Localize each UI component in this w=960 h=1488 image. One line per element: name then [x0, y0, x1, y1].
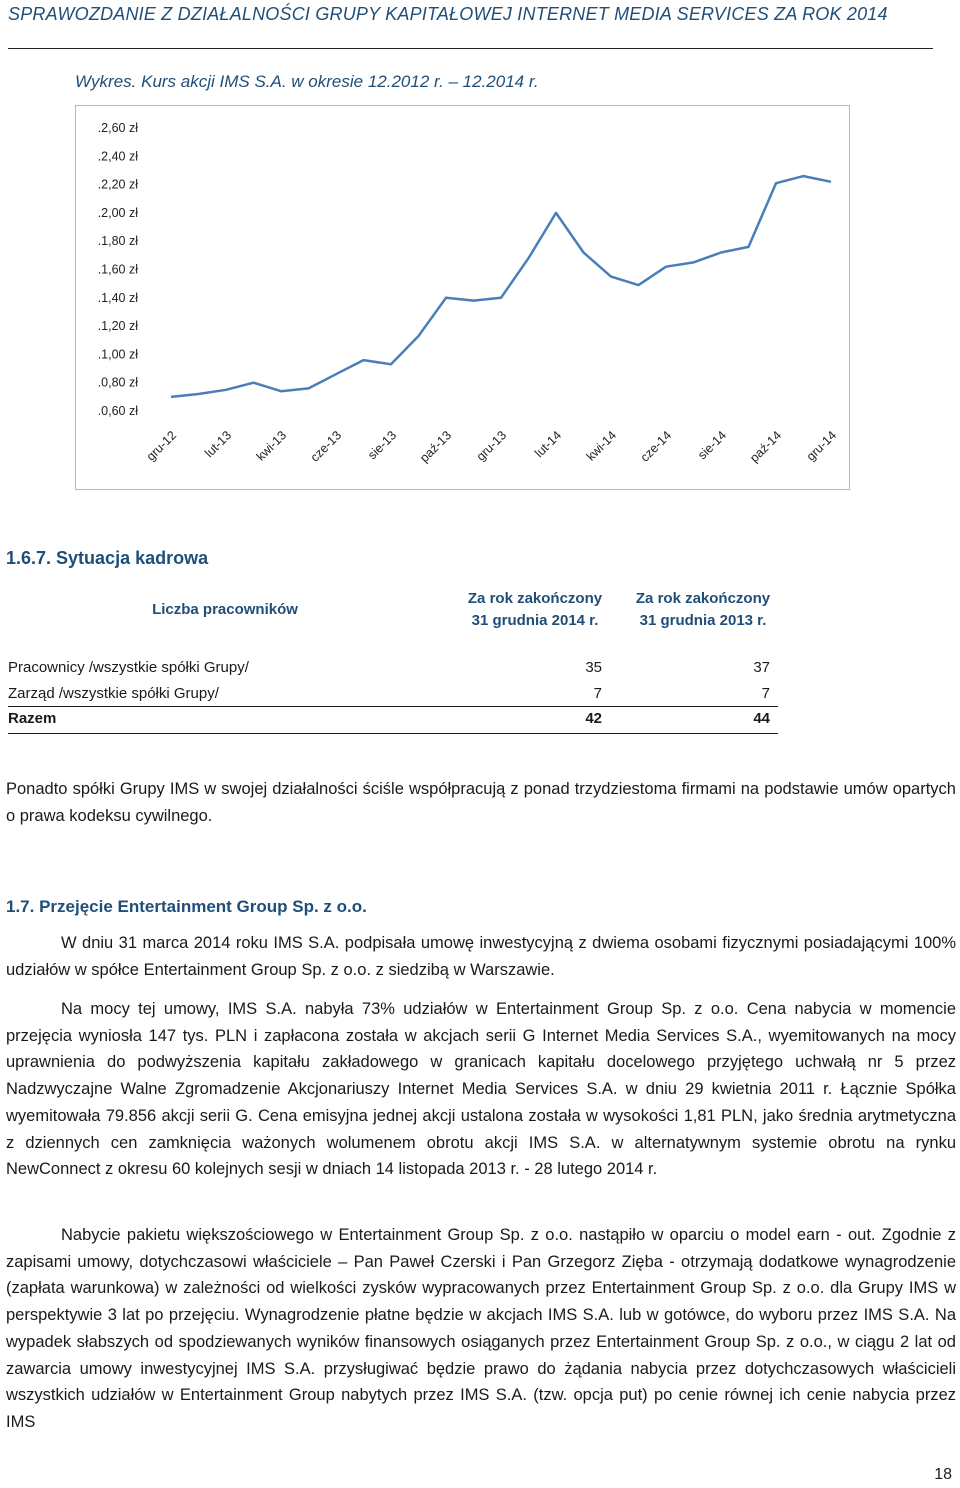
table-row-value-2014: 35: [585, 659, 602, 676]
x-tick-label: kwi-13: [253, 428, 290, 464]
paragraph-acquisition-terms: Na mocy tej umowy, IMS S.A. nabyła 73% udziałów w Entertainment Group Sp. z o.o. Cena nabycia w momencie przejęcia wyniosła 147 tys. PLN i zapłacona została w akcjach serii G Internet Media Services S.A., wyemitowanych na mocy uprawnienia do podwyższenia kapitału zakładowego w granicach kapitału docelowego przyjętego uchwałą nr 5 przez Nadzwyczajne Walne Zgromadzenie Akcjonariuszy Internet Media Services S.A. w dniu 29 kwietnia 2011 r. Łącznie Spółka wyemitowała 79.856 akcji serii G. Cena emisyjna jednej akcji ustalona została w wysokości 1,81 PLN, jako średnia arytmetyczna z dziennych cen zamknięcia ważonych wolumenem obrotu akcji IMS S.A. w alternatywnym systemie obrotu na rynku NewConnect z okresu 60 kolejnych sesji w dniach 14 listopada 2013 r. - 28 lutego 2014 r.: [6, 1000, 956, 1179]
x-tick-label: gru-13: [473, 428, 510, 464]
y-tick-label: .2,60 zł: [97, 121, 138, 135]
x-tick-label: kwi-14: [583, 428, 620, 464]
y-tick-label: .1,20 zł: [97, 319, 138, 334]
x-tick-label: paź-13: [417, 428, 455, 466]
table-header-2014: [450, 588, 620, 632]
table-header-2013-line2: 31 grudnia 2013 r.: [639, 612, 767, 629]
page-number: 18: [934, 1466, 952, 1483]
table-total-rule: [8, 706, 778, 707]
x-tick-label: gru-12: [143, 428, 180, 464]
table-total-label: Razem: [8, 710, 57, 727]
table-row-value-2013: 7: [761, 685, 770, 702]
share-price-chart: [75, 105, 850, 490]
paragraph-agreement: W dniu 31 marca 2014 roku IMS S.A. podpisała umowę inwestycyjną z dwiema osobami fizycznymi posiadającymi 100% udziałów w spółce Entertainment Group Sp. z o.o. z siedzibą w Warszawie.: [6, 934, 956, 979]
header-divider: [8, 48, 933, 49]
table-bottom-rule: [8, 733, 778, 734]
table-row-label: Zarząd /wszystkie spółki Grupy/: [8, 685, 219, 702]
x-tick-label: paź-14: [747, 428, 785, 466]
y-tick-label: .1,60 zł: [97, 262, 138, 277]
paragraph-cooperation: Ponadto spółki Grupy IMS w swojej działalności ściśle współpracują z ponad trzydziestoma firmami na podstawie umów opartych o prawa kodeksu cywilnego.: [6, 780, 956, 825]
table-row-value-2013: 37: [753, 659, 770, 676]
y-tick-label: .0,60 zł: [97, 404, 138, 418]
document-header: SPRAWOZDANIE Z DZIAŁALNOŚCI GRUPY KAPITAŁOWEJ INTERNET MEDIA SERVICES ZA ROK 2014: [8, 4, 888, 24]
table-header-2014-line2: 31 grudnia 2014 r.: [471, 612, 599, 629]
table-total-2013: 44: [753, 710, 770, 727]
x-tick-label: cze-13: [307, 428, 345, 465]
price-series-line: [171, 176, 831, 397]
table-total-2014: 42: [585, 710, 602, 727]
chart-caption: Wykres. Kurs akcji IMS S.A. w okresie 12.2012 r. – 12.2014 r.: [75, 72, 539, 91]
table-header-2014-line1: Za rok zakończony: [467, 590, 603, 607]
x-tick-label: lut-13: [202, 428, 235, 461]
table-header-label: Liczba pracowników: [152, 601, 298, 618]
x-tick-label: lut-14: [532, 428, 565, 461]
table-header-2013-line1: Za rok zakończony: [635, 590, 771, 607]
x-tick-label: gru-14: [803, 428, 840, 464]
y-tick-label: .2,00 zł: [97, 205, 138, 220]
y-tick-label: .1,00 zł: [97, 347, 138, 362]
section-heading-acquisition: 1.7. Przejęcie Entertainment Group Sp. z o.o.: [6, 897, 367, 916]
y-tick-label: .1,40 zł: [97, 290, 138, 305]
y-tick-label: .2,40 zł: [97, 149, 138, 164]
x-tick-label: sie-13: [365, 428, 400, 463]
y-tick-label: .1,80 zł: [97, 234, 138, 249]
table-row-value-2014: 7: [593, 685, 602, 702]
table-row-label: Pracownicy /wszystkie spółki Grupy/: [8, 659, 249, 676]
paragraph-earn-out: Nabycie pakietu większościowego w Entertainment Group Sp. z o.o. nastąpiło w oparciu o model earn - out. Zgodnie z zapisami umowy, dotychczasowi właściciele – Pan Paweł Czerski i Pan Grzegorz Zięba - otrzymają dodatkowe wynagrodzenie (zapłata warunkowa) w zależności od wielkości zysków wypracowanych przez Entertainment Group Sp. z o.o. dla Grupy IMS w perspektywie 3 lat po przejęciu. Wynagrodzenie płatne będzie w akcjach IMS S.A. lub w gotówce, do wyboru przez IMS S.A. Na wypadek słabszych od spodziewanych wyników finansowych osiąganych przez Entertainment Group Sp. z o.o., w ciągu 2 lat od zawarcia umowy inwestycyjnej IMS S.A. przysługiwać będzie prawo do żądania nabycia przez dotychczasowych właścicieli wszystkich udziałów w Entertainment Group nabytych przez IMS S.A. (tzw. opcja put) po cenie równej ich cenie nabycia przez IMS: [6, 1226, 956, 1431]
chart-svg: [76, 106, 849, 489]
y-tick-label: .0,80 zł: [97, 375, 138, 390]
x-tick-label: sie-14: [695, 428, 730, 463]
x-tick-label: cze-14: [637, 428, 675, 465]
table-header-2013: [618, 588, 788, 632]
y-tick-label: .2,20 zł: [97, 177, 138, 192]
section-heading-staff: 1.6.7. Sytuacja kadrowa: [6, 548, 209, 568]
